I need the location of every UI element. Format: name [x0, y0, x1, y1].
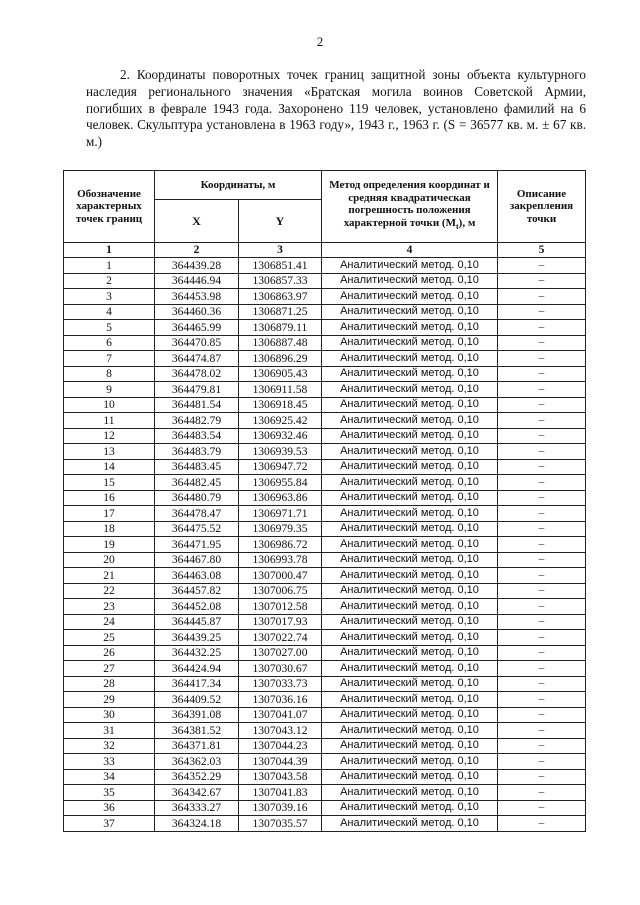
- cell-x: 364381.52: [155, 723, 239, 739]
- cell-y: 1307043.58: [239, 769, 322, 785]
- cell-method: Аналитический метод. 0,10: [322, 738, 498, 754]
- column-number: 4: [322, 243, 498, 258]
- table-row: [64, 444, 586, 460]
- cell-method: Аналитический метод. 0,10: [322, 583, 498, 599]
- cell-y: 1306932.46: [239, 428, 322, 444]
- cell-x: 364483.54: [155, 428, 239, 444]
- cell-description: –: [498, 583, 586, 599]
- cell-point-number: 10: [64, 397, 155, 413]
- cell-method: Аналитический метод. 0,10: [322, 816, 498, 832]
- cell-y: 1306887.48: [239, 335, 322, 351]
- cell-method: Аналитический метод. 0,10: [322, 614, 498, 630]
- column-number-row: [64, 243, 586, 258]
- cell-method: Аналитический метод. 0,10: [322, 475, 498, 491]
- intro-paragraph: [86, 67, 586, 151]
- cell-x: 364391.08: [155, 707, 239, 723]
- cell-y: 1307035.57: [239, 816, 322, 832]
- cell-x: 364432.25: [155, 645, 239, 661]
- cell-point-number: 22: [64, 583, 155, 599]
- cell-point-number: 8: [64, 366, 155, 382]
- cell-x: 364452.08: [155, 599, 239, 615]
- cell-point-number: 17: [64, 506, 155, 522]
- cell-description: –: [498, 552, 586, 568]
- cell-method: Аналитический метод. 0,10: [322, 800, 498, 816]
- cell-x: 364445.87: [155, 614, 239, 630]
- coordinates-table: [63, 170, 586, 832]
- cell-y: 1306947.72: [239, 459, 322, 475]
- cell-point-number: 29: [64, 692, 155, 708]
- header-method: Метод определения координат и средняя квадратическая погрешность положения характерной точки $(M_t)$, м: [322, 171, 498, 243]
- cell-point-number: 11: [64, 413, 155, 429]
- cell-method: Аналитический метод. 0,10: [322, 273, 498, 289]
- cell-x: 364409.52: [155, 692, 239, 708]
- cell-y: 1306971.71: [239, 506, 322, 522]
- cell-description: –: [498, 273, 586, 289]
- cell-description: –: [498, 382, 586, 398]
- column-number: 1: [64, 243, 155, 258]
- cell-point-number: 31: [64, 723, 155, 739]
- cell-method: Аналитический метод. 0,10: [322, 723, 498, 739]
- cell-x: 364478.47: [155, 506, 239, 522]
- cell-description: –: [498, 289, 586, 305]
- cell-method: Аналитический метод. 0,10: [322, 707, 498, 723]
- cell-x: 364371.81: [155, 738, 239, 754]
- table-row: [64, 785, 586, 801]
- table-row: [64, 366, 586, 382]
- cell-y: 1306911.58: [239, 382, 322, 398]
- cell-method: Аналитический метод. 0,10: [322, 304, 498, 320]
- cell-point-number: 18: [64, 521, 155, 537]
- cell-y: 1306918.45: [239, 397, 322, 413]
- cell-x: 364333.27: [155, 800, 239, 816]
- cell-y: 1306857.33: [239, 273, 322, 289]
- cell-y: 1306879.11: [239, 320, 322, 336]
- cell-point-number: 16: [64, 490, 155, 506]
- cell-y: 1306993.78: [239, 552, 322, 568]
- table-row: [64, 289, 586, 305]
- cell-y: 1307022.74: [239, 630, 322, 646]
- cell-y: 1307041.83: [239, 785, 322, 801]
- cell-point-number: 25: [64, 630, 155, 646]
- cell-x: 364342.67: [155, 785, 239, 801]
- cell-x: 364352.29: [155, 769, 239, 785]
- table-row: [64, 614, 586, 630]
- cell-x: 364465.99: [155, 320, 239, 336]
- cell-description: –: [498, 475, 586, 491]
- table-row: [64, 320, 586, 336]
- cell-method: Аналитический метод. 0,10: [322, 537, 498, 553]
- cell-y: 1307044.39: [239, 754, 322, 770]
- cell-description: –: [498, 676, 586, 692]
- table-row: [64, 258, 586, 274]
- cell-description: –: [498, 490, 586, 506]
- cell-y: 1307041.07: [239, 707, 322, 723]
- cell-y: 1306863.97: [239, 289, 322, 305]
- cell-x: 364424.94: [155, 661, 239, 677]
- table-row: [64, 816, 586, 832]
- cell-x: 364470.85: [155, 335, 239, 351]
- table-row: [64, 475, 586, 491]
- column-number: 2: [155, 243, 239, 258]
- cell-x: 364479.81: [155, 382, 239, 398]
- table-row: [64, 723, 586, 739]
- cell-x: 364467.80: [155, 552, 239, 568]
- header-y: Y: [239, 200, 322, 243]
- cell-method: Аналитический метод. 0,10: [322, 320, 498, 336]
- cell-method: Аналитический метод. 0,10: [322, 335, 498, 351]
- cell-description: –: [498, 444, 586, 460]
- cell-method: Аналитический метод. 0,10: [322, 661, 498, 677]
- cell-x: 364460.36: [155, 304, 239, 320]
- cell-x: 364475.52: [155, 521, 239, 537]
- cell-point-number: 20: [64, 552, 155, 568]
- cell-point-number: 24: [64, 614, 155, 630]
- cell-description: –: [498, 304, 586, 320]
- table-row: [64, 692, 586, 708]
- column-number: 3: [239, 243, 322, 258]
- cell-point-number: 12: [64, 428, 155, 444]
- cell-y: 1307000.47: [239, 568, 322, 584]
- table-row: [64, 273, 586, 289]
- table-row: [64, 661, 586, 677]
- cell-point-number: 30: [64, 707, 155, 723]
- cell-method: Аналитический метод. 0,10: [322, 289, 498, 305]
- cell-method: Аналитический метод. 0,10: [322, 366, 498, 382]
- cell-description: –: [498, 320, 586, 336]
- cell-method: Аналитический метод. 0,10: [322, 459, 498, 475]
- table-row: [64, 583, 586, 599]
- cell-x: 364483.79: [155, 444, 239, 460]
- cell-method: Аналитический метод. 0,10: [322, 428, 498, 444]
- cell-description: –: [498, 816, 586, 832]
- cell-point-number: 6: [64, 335, 155, 351]
- cell-method: Аналитический метод. 0,10: [322, 754, 498, 770]
- table-row: [64, 599, 586, 615]
- cell-description: –: [498, 366, 586, 382]
- cell-method: Аналитический метод. 0,10: [322, 599, 498, 615]
- cell-description: –: [498, 413, 586, 429]
- cell-y: 1306963.86: [239, 490, 322, 506]
- cell-x: 364463.08: [155, 568, 239, 584]
- cell-point-number: 27: [64, 661, 155, 677]
- cell-point-number: 21: [64, 568, 155, 584]
- cell-point-number: 14: [64, 459, 155, 475]
- table-row: [64, 645, 586, 661]
- cell-x: 364439.25: [155, 630, 239, 646]
- cell-method: Аналитический метод. 0,10: [322, 413, 498, 429]
- cell-method: Аналитический метод. 0,10: [322, 444, 498, 460]
- cell-method: Аналитический метод. 0,10: [322, 506, 498, 522]
- cell-y: 1307017.93: [239, 614, 322, 630]
- cell-point-number: 36: [64, 800, 155, 816]
- cell-x: 364362.03: [155, 754, 239, 770]
- cell-description: –: [498, 692, 586, 708]
- cell-y: 1307033.73: [239, 676, 322, 692]
- intro-text: 2. Координаты поворотных точек границ защитной зоны объекта культурного наследия регионального значения «Братская могила воинов Советской Армии, погибших в феврале 1943 года. Захоронено 119 человек, установлено фамилий на 6 человек. Скульптура установлена в 1963 году», 1943 г., 1963 г. (S = 36577 кв. м. ± 67 кв. м.): [86, 67, 586, 150]
- cell-point-number: 28: [64, 676, 155, 692]
- table-row: [64, 459, 586, 475]
- cell-description: –: [498, 537, 586, 553]
- cell-y: 1307006.75: [239, 583, 322, 599]
- cell-y: 1306986.72: [239, 537, 322, 553]
- cell-y: 1307043.12: [239, 723, 322, 739]
- cell-method: Аналитический метод. 0,10: [322, 552, 498, 568]
- cell-method: Аналитический метод. 0,10: [322, 785, 498, 801]
- cell-x: 364474.87: [155, 351, 239, 367]
- cell-description: –: [498, 258, 586, 274]
- cell-y: 1306896.29: [239, 351, 322, 367]
- cell-x: 364483.45: [155, 459, 239, 475]
- cell-description: –: [498, 521, 586, 537]
- table-row: [64, 413, 586, 429]
- cell-y: 1307036.16: [239, 692, 322, 708]
- page-number: 2: [316, 34, 324, 49]
- cell-method: Аналитический метод. 0,10: [322, 630, 498, 646]
- cell-description: –: [498, 335, 586, 351]
- table-row: [64, 490, 586, 506]
- table-row: [64, 630, 586, 646]
- cell-y: 1307030.67: [239, 661, 322, 677]
- table-row: [64, 754, 586, 770]
- cell-description: –: [498, 769, 586, 785]
- table-row: [64, 335, 586, 351]
- cell-x: 364478.02: [155, 366, 239, 382]
- table-row: [64, 351, 586, 367]
- cell-y: 1307044.23: [239, 738, 322, 754]
- cell-x: 364471.95: [155, 537, 239, 553]
- cell-x: 364324.18: [155, 816, 239, 832]
- cell-method: Аналитический метод. 0,10: [322, 521, 498, 537]
- cell-description: –: [498, 645, 586, 661]
- cell-y: 1307039.16: [239, 800, 322, 816]
- header-x: X: [155, 200, 239, 243]
- cell-method: Аналитический метод. 0,10: [322, 490, 498, 506]
- cell-point-number: 9: [64, 382, 155, 398]
- cell-description: –: [498, 707, 586, 723]
- cell-y: 1306905.43: [239, 366, 322, 382]
- cell-description: –: [498, 738, 586, 754]
- cell-method: Аналитический метод. 0,10: [322, 351, 498, 367]
- cell-point-number: 32: [64, 738, 155, 754]
- table-row: [64, 537, 586, 553]
- cell-description: –: [498, 599, 586, 615]
- table-row: [64, 506, 586, 522]
- cell-method: Аналитический метод. 0,10: [322, 692, 498, 708]
- table-row: [64, 707, 586, 723]
- cell-point-number: 13: [64, 444, 155, 460]
- cell-x: 364446.94: [155, 273, 239, 289]
- cell-y: 1306851.41: [239, 258, 322, 274]
- table-body: [64, 258, 586, 832]
- table-row: [64, 397, 586, 413]
- table-row: [64, 552, 586, 568]
- cell-y: 1307012.58: [239, 599, 322, 615]
- column-number: 5: [498, 243, 586, 258]
- cell-x: 364453.98: [155, 289, 239, 305]
- cell-description: –: [498, 459, 586, 475]
- cell-method: Аналитический метод. 0,10: [322, 676, 498, 692]
- cell-y: 1306871.25: [239, 304, 322, 320]
- cell-x: 364481.54: [155, 397, 239, 413]
- cell-description: –: [498, 661, 586, 677]
- header-point-label: Обозначение характерных точек границ: [64, 171, 155, 243]
- cell-description: –: [498, 630, 586, 646]
- cell-description: –: [498, 614, 586, 630]
- cell-point-number: 35: [64, 785, 155, 801]
- table-row: [64, 568, 586, 584]
- cell-description: –: [498, 800, 586, 816]
- cell-y: 1307027.00: [239, 645, 322, 661]
- table-row: [64, 304, 586, 320]
- cell-description: –: [498, 397, 586, 413]
- cell-point-number: 2: [64, 273, 155, 289]
- cell-point-number: 37: [64, 816, 155, 832]
- cell-x: 364457.82: [155, 583, 239, 599]
- cell-y: 1306939.53: [239, 444, 322, 460]
- cell-description: –: [498, 785, 586, 801]
- table-row: [64, 521, 586, 537]
- table-row: [64, 428, 586, 444]
- cell-method: Аналитический метод. 0,10: [322, 258, 498, 274]
- table-row: [64, 382, 586, 398]
- table-row: [64, 800, 586, 816]
- table-row: [64, 769, 586, 785]
- cell-point-number: 19: [64, 537, 155, 553]
- cell-description: –: [498, 754, 586, 770]
- cell-description: –: [498, 351, 586, 367]
- cell-method: Аналитический метод. 0,10: [322, 382, 498, 398]
- cell-point-number: 34: [64, 769, 155, 785]
- cell-point-number: 15: [64, 475, 155, 491]
- cell-method: Аналитический метод. 0,10: [322, 568, 498, 584]
- cell-method: Аналитический метод. 0,10: [322, 397, 498, 413]
- cell-point-number: 3: [64, 289, 155, 305]
- cell-x: 364482.45: [155, 475, 239, 491]
- cell-point-number: 4: [64, 304, 155, 320]
- cell-description: –: [498, 428, 586, 444]
- cell-description: –: [498, 506, 586, 522]
- header-coordinates: Координаты, м: [155, 171, 322, 200]
- cell-method: Аналитический метод. 0,10: [322, 645, 498, 661]
- cell-x: 364417.34: [155, 676, 239, 692]
- cell-point-number: 1: [64, 258, 155, 274]
- cell-y: 1306979.35: [239, 521, 322, 537]
- table-row: [64, 738, 586, 754]
- cell-point-number: 7: [64, 351, 155, 367]
- cell-x: 364482.79: [155, 413, 239, 429]
- cell-point-number: 23: [64, 599, 155, 615]
- cell-point-number: 33: [64, 754, 155, 770]
- cell-point-number: 26: [64, 645, 155, 661]
- cell-description: –: [498, 723, 586, 739]
- table-header: [64, 171, 586, 258]
- cell-method: Аналитический метод. 0,10: [322, 769, 498, 785]
- cell-x: 364439.28: [155, 258, 239, 274]
- cell-y: 1306955.84: [239, 475, 322, 491]
- header-description: Описание закрепления точки: [498, 171, 586, 243]
- cell-x: 364480.79: [155, 490, 239, 506]
- cell-description: –: [498, 568, 586, 584]
- cell-y: 1306925.42: [239, 413, 322, 429]
- table-row: [64, 676, 586, 692]
- cell-point-number: 5: [64, 320, 155, 336]
